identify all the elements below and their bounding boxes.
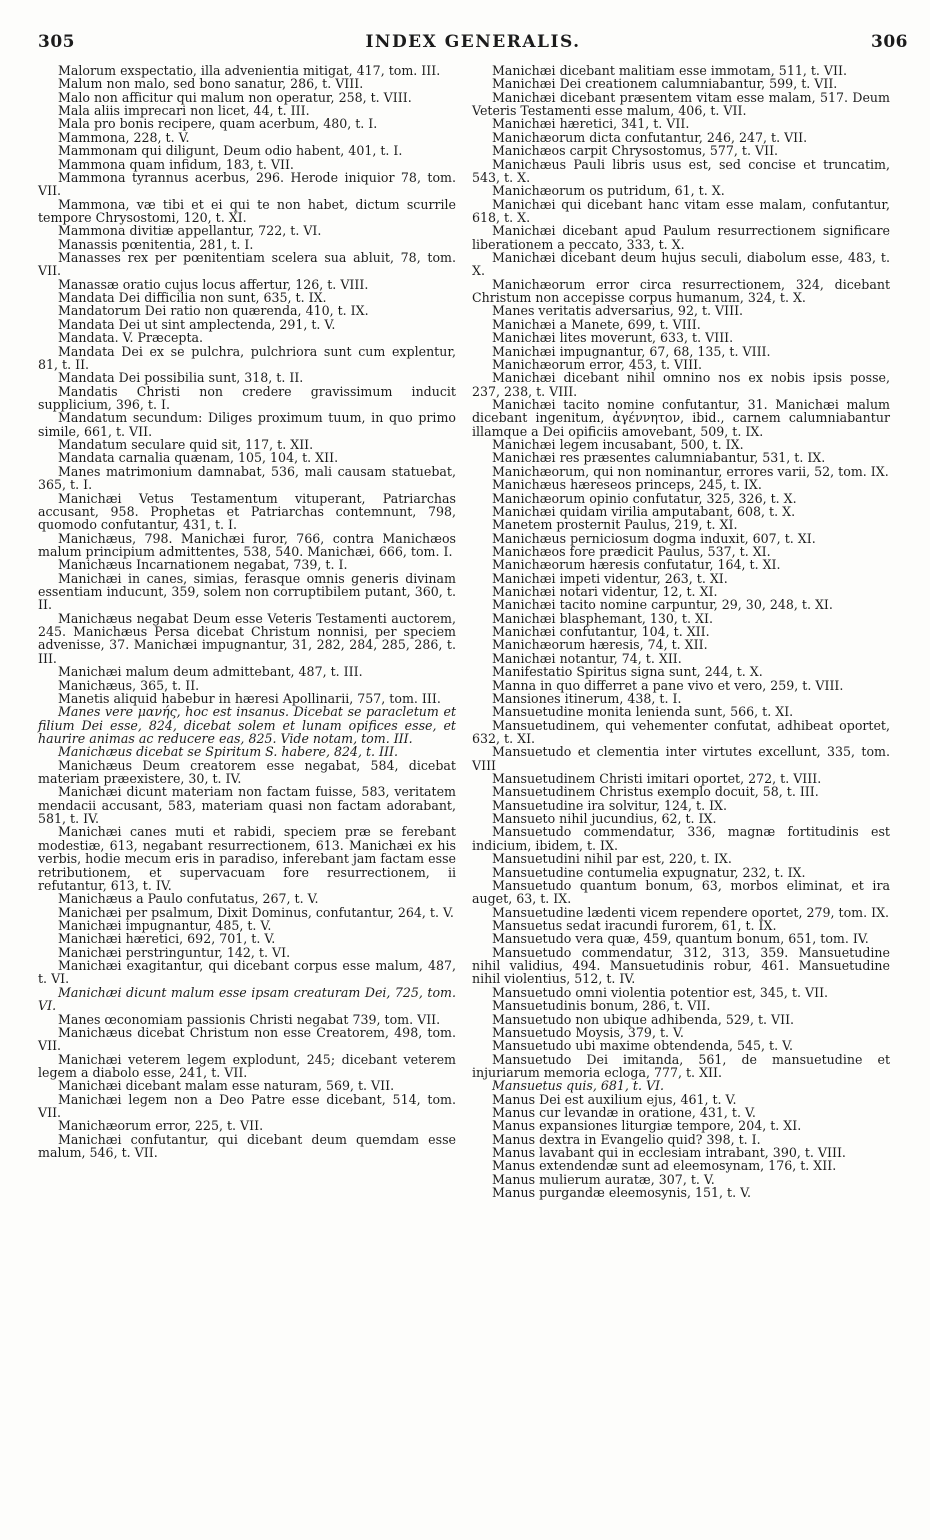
index-entry: Manes œconomiam passionis Christi negabat 739, tom. VII. bbox=[58, 1011, 441, 1027]
index-entry: Manus extendendæ sunt ad eleemosynam, 176, t. XII. bbox=[492, 1158, 837, 1174]
index-entry: Manichæi notari videntur, 12, t. XI. bbox=[492, 584, 718, 600]
index-entry: Manichæi per psalmum, Dixit Dominus, confutantur, 264, t. V. bbox=[58, 904, 454, 920]
index-entry: Manichæi a Manete, 699, t. VIII. bbox=[492, 316, 701, 332]
index-entry: Mammonam qui diligunt, Deum odio habent, 401, t. I. bbox=[58, 143, 403, 159]
index-entry: Mansuetus sedat iracundi furorem, 61, t. IX. bbox=[492, 918, 777, 933]
index-entry: Mansuetudinem Christi imitari oportet, 272, t. VIII. bbox=[492, 771, 822, 787]
index-entry: Manichæi confutantur, qui dicebant deum quemdam esse malum, 546, t. VII. bbox=[38, 1131, 456, 1161]
index-entry: Mansuetudinem Christus exemplo docuit, 58, t. III. bbox=[492, 784, 819, 800]
index-entry: Manichæi impeti videntur, 263, t. XI. bbox=[492, 570, 728, 586]
index-entry: Mansuetudo omni violentia potentior est, 345, t. VII. bbox=[492, 984, 829, 1000]
index-entry: Mansuetudo Dei imitanda, 561, de mansuetudine et injuriarum memoria ecloga, 777, t. XII. bbox=[472, 1051, 890, 1080]
index-column-right bbox=[472, 64, 890, 1200]
index-entry: Manichæorum dicta confutantur, 246, 247, t. VII. bbox=[492, 129, 808, 145]
index-entry: Manetem prosternit Paulus, 219, t. XI. bbox=[492, 517, 738, 533]
index-entry: Mansuetudine ira solvitur, 124, t. IX. bbox=[492, 797, 728, 813]
index-entry: Manichæi hæretici, 341, t. VII. bbox=[492, 116, 690, 132]
index-entry: Manus expansiones liturgiæ tempore, 204, t. XI. bbox=[492, 1118, 802, 1134]
index-entry: Manus Dei est auxilium ejus, 461, t. V. bbox=[492, 1091, 737, 1107]
index-entry: Manichæorum error, 453, t. VIII. bbox=[492, 356, 703, 372]
index-entry: Manichæorum error circa resurrectionem, 324, dicebant Christum non accepisse corpus humanum, 324, t. X. bbox=[472, 276, 890, 306]
index-entry: Manichæi dicebant deum hujus seculi, diabolum esse, 483, t. X. bbox=[472, 250, 890, 279]
index-entry: Manichæi qui dicebant hanc vitam esse malam, confutantur, 618, t. X. bbox=[472, 196, 890, 225]
index-entry: Manichæus dicebat se Spiritum S. habere, 824, t. III. bbox=[58, 744, 398, 760]
index-entry: Mansuetudine contumelia expugnatur, 232, t. IX. bbox=[492, 864, 806, 880]
index-entry: Manichæorum hæresis, 74, t. XII. bbox=[492, 637, 708, 653]
index-entry: Manus purgandæ eleemosynis, 151, t. V. bbox=[492, 1185, 751, 1201]
index-entry: Manichæi tacito nomine confutantur, 31. Manichæi malum dicebant ingenitum, ἀγέννητον, ibid., carnem calumniabantur illamque a Dei opificiis amovebant, 509, t. IX. bbox=[472, 396, 890, 439]
page-header bbox=[38, 14, 908, 54]
index-entry: Mammona, 228, t. V. bbox=[58, 129, 190, 145]
index-entry: Manus mulierum auratæ, 307, t. V. bbox=[492, 1171, 715, 1187]
index-entry: Manes veritatis adversarius, 92, t. VIII. bbox=[492, 303, 744, 319]
index-entry: Mansuetus quis, 681, t. VI. bbox=[492, 1078, 665, 1094]
index-entry: Manus cur levandæ in oratione, 431, t. V. bbox=[492, 1105, 756, 1121]
index-entry: Manichæi hæretici, 692, 701, t. V. bbox=[58, 931, 276, 947]
index-entry: Manus lavabant qui in ecclesiam intrabant, 390, t. VIII. bbox=[492, 1145, 846, 1161]
index-entry: Manichæi legem incusabant, 500, t. IX. bbox=[492, 437, 744, 453]
index-entry: Mansuetudine lædenti vicem rependere oportet, 279, tom. IX. bbox=[492, 904, 890, 920]
index-entry: Manichæi malum deum admittebant, 487, t. III. bbox=[58, 664, 363, 680]
index-entry: Mandatis Christi non credere gravissimum inducit supplicium, 396, t. I. bbox=[38, 383, 456, 412]
index-entry: Mansuetudini nihil par est, 220, t. IX. bbox=[492, 851, 732, 867]
index-entry: Mala pro bonis recipere, quam acerbum, 480, t. I. bbox=[58, 116, 378, 132]
page-number-left: 305 bbox=[38, 32, 75, 52]
index-entry: Manichæi Vetus Testamentum vituperant, Patriarchas accusant, 958. Prophetas et Patriarchas contemnunt, 798, quomodo confutantur, 431, t. I. bbox=[38, 490, 456, 533]
index-entry: Mansuetudinis bonum, 286, t. VII. bbox=[492, 998, 711, 1014]
index-entry: Manichæorum, qui non nominantur, errores varii, 52, tom. IX. bbox=[492, 463, 889, 479]
index-entry: Mammona divitiæ appellantur, 722, t. VI. bbox=[58, 223, 322, 239]
index-entry: Mammona quam infidum, 183, t. VII. bbox=[58, 156, 294, 172]
index-entry: Manichæi in canes, simias, ferasque omnis generis divinam essentiam inducunt, 359, solem non corruptibilem putant, 360, t. II. bbox=[38, 570, 456, 613]
running-title: INDEX GENERALIS. bbox=[365, 32, 581, 52]
index-entry: Manichæi confutantur, 104, t. XII. bbox=[492, 624, 710, 640]
index-entry: Manichæi tacito nomine carpuntur, 29, 30, 248, t. XI. bbox=[492, 597, 833, 613]
index-entry: Manichæorum os putridum, 61, t. X. bbox=[492, 183, 725, 199]
index-entry: Manichæi dicunt malum esse ipsam creaturam Dei, 725, tom. VI. bbox=[38, 984, 456, 1014]
index-entry: Malum non malo, sed bono sanatur, 286, t. VIII. bbox=[58, 76, 364, 92]
index-entry: Manichæorum opinio confutatur, 325, 326, t. X. bbox=[492, 490, 797, 506]
index-entry: Malo non afficitur qui malum non operatur, 258, t. VIII. bbox=[58, 89, 412, 105]
index-entry: Mandata carnalia quænam, 105, 104, t. XII. bbox=[58, 450, 339, 466]
index-entry: Manichæi quidam virilia amputabant, 608, t. X. bbox=[492, 503, 796, 519]
index-entry: Manasses rex per pœnitentiam scelera sua abluit, 78, tom. VII. bbox=[38, 250, 456, 279]
index-entry: Malorum exspectatio, illa advenientia mitigat, 417, tom. III. bbox=[58, 63, 441, 78]
index-entry: Mala aliis imprecari non licet, 44, t. III. bbox=[58, 103, 310, 119]
index-entry: Mansuetudine monita lenienda sunt, 566, t. XI. bbox=[492, 704, 794, 720]
index-entry: Manassis pœnitentia, 281, t. I. bbox=[58, 236, 254, 252]
index-entry: Mandatum secundum: Diliges proximum tuum, in quo primo simile, 661, t. VII. bbox=[38, 410, 456, 439]
index-entry: Mansuetudo Moysis, 379, t. V. bbox=[492, 1024, 684, 1040]
index-entry: Manichæos carpit Chrysostomus, 577, t. VII. bbox=[492, 143, 779, 159]
index-entry: Manichæi dicebant nihil omnino nos ex nobis ipsis posse, 237, 238, t. VIII. bbox=[472, 370, 890, 399]
index-entry: Manifestatio Spiritus signa sunt, 244, t. X. bbox=[492, 664, 763, 680]
index-entry: Manichæi dicebant malitiam esse immotam, 511, t. VII. bbox=[492, 63, 847, 78]
index-entry: Manichæi Dei creationem calumniabantur, 599, t. VII. bbox=[492, 76, 838, 92]
index-entry: Manichæos fore prædicit Paulus, 537, t. XI. bbox=[492, 543, 771, 559]
index-entry: Mandata Dei ex se pulchra, pulchriora sunt cum explentur, 81, t. II. bbox=[38, 343, 456, 372]
index-entry: Mammona tyrannus acerbus, 296. Herode iniquior 78, tom. VII. bbox=[38, 169, 456, 199]
index-entry: Manichæi res præsentes calumniabantur, 531, t. IX. bbox=[492, 450, 826, 466]
index-entry: Manichæus negabat Deum esse Veteris Testamenti auctorem, 245. Manichæus Persa dicebat Christum nonnisi, per speciem advenisse, 37. Manichæi impugnantur, 31, 282, 284, 285, 286, t. III. bbox=[38, 610, 456, 666]
index-entry: Mansuetudo quantum bonum, 63, morbos eliminat, et ira auget, 63, t. IX. bbox=[472, 877, 890, 907]
index-entry: Manichæus perniciosum dogma induxit, 607, t. XI. bbox=[492, 530, 816, 546]
index-entry: Mammona, væ tibi et ei qui te non habet, dictum scurrile tempore Chrysostomi, 120, t. XI. bbox=[38, 196, 456, 225]
index-column-left bbox=[38, 64, 456, 1159]
index-entry: Mandata. V. Præcepta. bbox=[58, 330, 204, 346]
index-entry: Mansuetudo commendatur, 312, 313, 359. Mansuetudine nihil validius, 494. Mansuetudinis robur, 461. Mansuetudine nihil violentius, 512, t. IV. bbox=[472, 944, 890, 987]
index-entry: Manichæi legem non a Deo Patre esse dicebant, 514, tom. VII. bbox=[38, 1091, 456, 1121]
index-entry: Manichæus a Paulo confutatus, 267, t. V. bbox=[58, 891, 319, 907]
index-entry: Mandatorum Dei ratio non quærenda, 410, t. IX. bbox=[58, 303, 369, 319]
index-entry: Manichæus Incarnationem negabat, 739, t. I. bbox=[58, 557, 348, 573]
index-entry: Mandata Dei difficilia non sunt, 635, t. IX. bbox=[58, 290, 327, 306]
index-entry: Manichæus, 798. Manichæi furor, 766, contra Manichæos malum principium admittentes, 538, 540. Manichæi, 666, tom. I. bbox=[38, 530, 456, 559]
index-entry: Manichæi exagitantur, qui dicebant corpus esse malum, 487, t. VI. bbox=[38, 958, 456, 987]
index-entry: Mansiones itinerum, 438, t. I. bbox=[492, 690, 682, 706]
index-entry: Manichæi veterem legem explodunt, 245; dicebant veterem legem a diabolo esse, 241, t. VII. bbox=[38, 1051, 456, 1080]
index-entry: Mansuetudo ubi maxime obtendenda, 545, t. V. bbox=[492, 1038, 794, 1054]
index-entry: Manichæi lites moverunt, 633, t. VIII. bbox=[492, 330, 734, 346]
index-entry: Mansuetudo non ubique adhibenda, 529, t. VII. bbox=[492, 1011, 795, 1027]
index-entry: Manus dextra in Evangelio quid? 398, t. I. bbox=[492, 1131, 761, 1147]
index-entry: Manes matrimonium damnabat, 536, mali causam statuebat, 365, t. I. bbox=[38, 463, 456, 493]
index-entry: Manetis aliquid habebur in hæresi Apollinarii, 757, tom. III. bbox=[58, 690, 441, 706]
index-entry: Manichæus Deum creatorem esse negabat, 584, dicebat materiam præexistere, 30, t. IV. bbox=[38, 757, 456, 787]
index-entry: Manna in quo differret a pane vivo et vero, 259, t. VIII. bbox=[492, 677, 844, 693]
index-entry: Mandata Dei possibilia sunt, 318, t. II. bbox=[58, 370, 304, 386]
index-entry: Manichæi dicebant malam esse naturam, 569, t. VII. bbox=[58, 1078, 395, 1094]
index-entry: Manichæi perstringuntur, 142, t. VI. bbox=[58, 944, 291, 960]
index-entry: Manichæi dicebant præsentem vitam esse malam, 517. Deum Veteris Testamenti esse malum, 406, t. VII. bbox=[472, 89, 890, 119]
index-entry: Mansuetudinem, qui vehementer confutat, adhibeat oportet, 632, t. XI. bbox=[472, 717, 890, 746]
index-entry: Manichæi blasphemant, 130, t. XI. bbox=[492, 610, 713, 626]
index-entry: Manichæi impugnantur, 485, t. V. bbox=[58, 918, 272, 933]
index-entry: Mansuetudo et clementia inter virtutes excellunt, 335, tom. VIII bbox=[472, 744, 890, 773]
index-entry: Manichæus Pauli libris usus est, sed concise et truncatim, 543, t. X. bbox=[472, 156, 890, 185]
index-entry: Manichæorum error, 225, t. VII. bbox=[58, 1118, 264, 1134]
index-entry: Mandatum seculare quid sit, 117, t. XII. bbox=[58, 437, 314, 453]
index-entry: Manichæi dicebant apud Paulum resurrectionem significare liberationem a peccato, 333, t. X. bbox=[472, 223, 890, 252]
index-entry: Mansuetudo commendatur, 336, magnæ fortitudinis est indicium, ibidem, t. IX. bbox=[472, 824, 890, 853]
index-entry: Manichæi impugnantur, 67, 68, 135, t. VIII. bbox=[492, 343, 771, 359]
index-entry: Manes vere μανής, hoc est insanus. Dicebat se paracletum et filium Dei esse, 824, dicebat solem et lunam opifices esse, et haurire animas ac reducere eas, 825. Vide notam, tom. III. bbox=[38, 704, 456, 746]
index-entry: Mansuetudo vera quæ, 459, quantum bonum, 651, tom. IV. bbox=[492, 931, 869, 947]
index-entry: Manichæus hæreseos princeps, 245, t. IX. bbox=[492, 477, 762, 493]
index-entry: Manassæ oratio cujus locus affertur, 126, t. VIII. bbox=[58, 276, 369, 292]
index-entry: Mandata Dei ut sint amplectenda, 291, t. V. bbox=[58, 316, 336, 332]
page-number-right: 306 bbox=[871, 32, 908, 52]
index-entry: Manichæi canes muti et rabidi, speciem præ se ferebant modestiæ, 613, negabant resurrectionem, 613. Manichæi ex his verbis, hodie mecum eris in paradiso, inferebant jam factam esse retributionem, et supervacuam fore resurrectionem, ii refutantur, 613, t. IV. bbox=[38, 824, 456, 893]
index-entry: Manichæus dicebat Christum non esse Creatorem, 498, tom. VII. bbox=[38, 1024, 456, 1054]
index-entry: Manichæorum hæresis confutatur, 164, t. XI. bbox=[492, 557, 781, 573]
index-entry: Mansueto nihil jucundius, 62, t. IX. bbox=[492, 811, 717, 827]
index-entry: Manichæi notantur, 74, t. XII. bbox=[492, 650, 682, 666]
index-entry: Manichæus, 365, t. II. bbox=[58, 677, 200, 693]
index-entry: Manichæi dicunt materiam non factam fuisse, 583, veritatem mendacii accusant, 583, materiam quasi non factam adorabant, 581, t. IV. bbox=[38, 784, 456, 827]
